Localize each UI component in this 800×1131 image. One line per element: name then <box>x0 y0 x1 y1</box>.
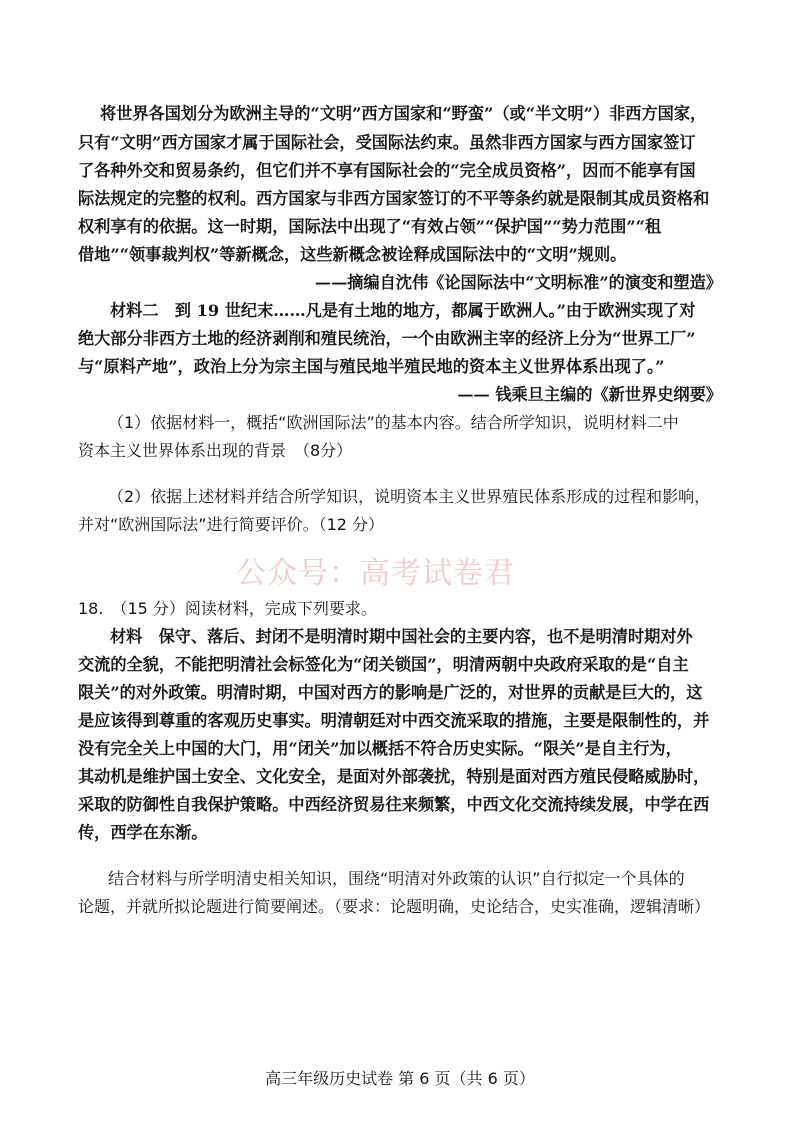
material-one-line: 借地”“领事裁判权”等新概念，这些新概念被诠释成国际法中的“文明”规则。 <box>78 245 627 264</box>
question-18-task-line: 论题，并就所拟论题进行简要阐述。（要求：论题明确，史论结合，史实准确，逻辑清晰） <box>78 897 711 916</box>
material-one-source: ——摘编自沈伟《论国际法中“文明标准”的演变和塑造》 <box>314 273 722 292</box>
question-18-material-line: 是应该得到尊重的客观历史事实。明清朝廷对中西交流采取的措施，主要是限制性的，并 <box>78 711 710 730</box>
material-one-line: 了各种外交和贸易条约，但它们并不享有国际社会的“完全成员资格”，因而不能享有国 <box>78 161 696 180</box>
question-18-material-line: 限关”的对外政策。明清时期，中国对西方的影响是广泛的，对世界的贡献是巨大的，这 <box>78 683 703 702</box>
material-two-line: 绝大部分非西方土地的经济剥削和殖民统治，一个由欧洲主宰的经济上分为“世界工厂” <box>78 329 696 348</box>
question-one-line: 资本主义世界体系出现的背景 （8分） <box>78 441 353 460</box>
question-two-line: 并对“欧洲国际法”进行简要评价。（12 分） <box>78 515 385 534</box>
material-one-line: 将世界各国划分为欧洲主导的“文明”西方国家和“野蛮”（或“半文明”）非西方国家， <box>100 104 707 123</box>
question-18-material-line: 传，西学在东渐。 <box>78 823 208 842</box>
page-footer: 高三年级历史试卷 第 6 页（共 6 页） <box>265 1069 535 1088</box>
material-two-line: 材料二 到 19 世纪末……凡是有土地的地方，都属于欧洲人。”由于欧洲实现了对 <box>110 301 696 320</box>
question-one-line: （1）依据材料一，概括“欧洲国际法”的基本内容。结合所学知识，说明材料二中 <box>108 413 679 432</box>
material-one-line: 权利享有的依据。这一时期，国际法中出现了“有效占领”“保护国”“势力范围”“租 <box>78 217 662 236</box>
material-one-line: 际法规定的完整的权利。西方国家与非西方国家签订的不平等条约就是限制其成员资格和 <box>78 189 710 208</box>
question-two-line: （2）依据上述材料并结合所学知识，说明资本主义世界殖民体系形成的过程和影响， <box>108 487 711 506</box>
material-two-line: 与“原料产地”，政治上分为宗主国与殖民地半殖民地的资本主义世界体系出现了。” <box>78 357 665 376</box>
question-18-heading: 18. （15 分）阅读材料，完成下列要求。 <box>78 599 377 618</box>
watermark: 公众号：高考试卷君 <box>236 556 515 591</box>
question-18-material-line: 其动机是维护国土安全、文化安全，是面对外部袭扰，特别是面对西方殖民侵略威胁时， <box>78 767 710 786</box>
material-two-source: —— 钱乘旦主编的《新世界史纲要》 <box>457 385 722 404</box>
question-18-material-line: 材料 保守、落后、封闭不是明清时期中国社会的主要内容，也不是明清时期对外 <box>110 627 693 646</box>
question-18-task-line: 结合材料与所学明清史相关知识，围绕“明清对外政策的认识”自行拟定一个具体的 <box>108 869 685 888</box>
material-one-line: 只有“文明”西方国家才属于国际社会，受国际法约束。虽然非西方国家与西方国家签订 <box>78 133 696 152</box>
question-18-material-line: 交流的全貌，不能把明清社会标签化为“闭关锁国”，明清两朝中央政府采取的是“自主 <box>78 655 689 674</box>
question-18-material-line: 没有完全关上中国的大门，用“闭关”加以概括不符合历史实际。“限关”是自主行为， <box>78 739 682 758</box>
question-18-material-line: 采取的防御性自我保护策略。中西经济贸易往来频繁，中西文化交流持续发展，中学在西 <box>78 795 710 814</box>
